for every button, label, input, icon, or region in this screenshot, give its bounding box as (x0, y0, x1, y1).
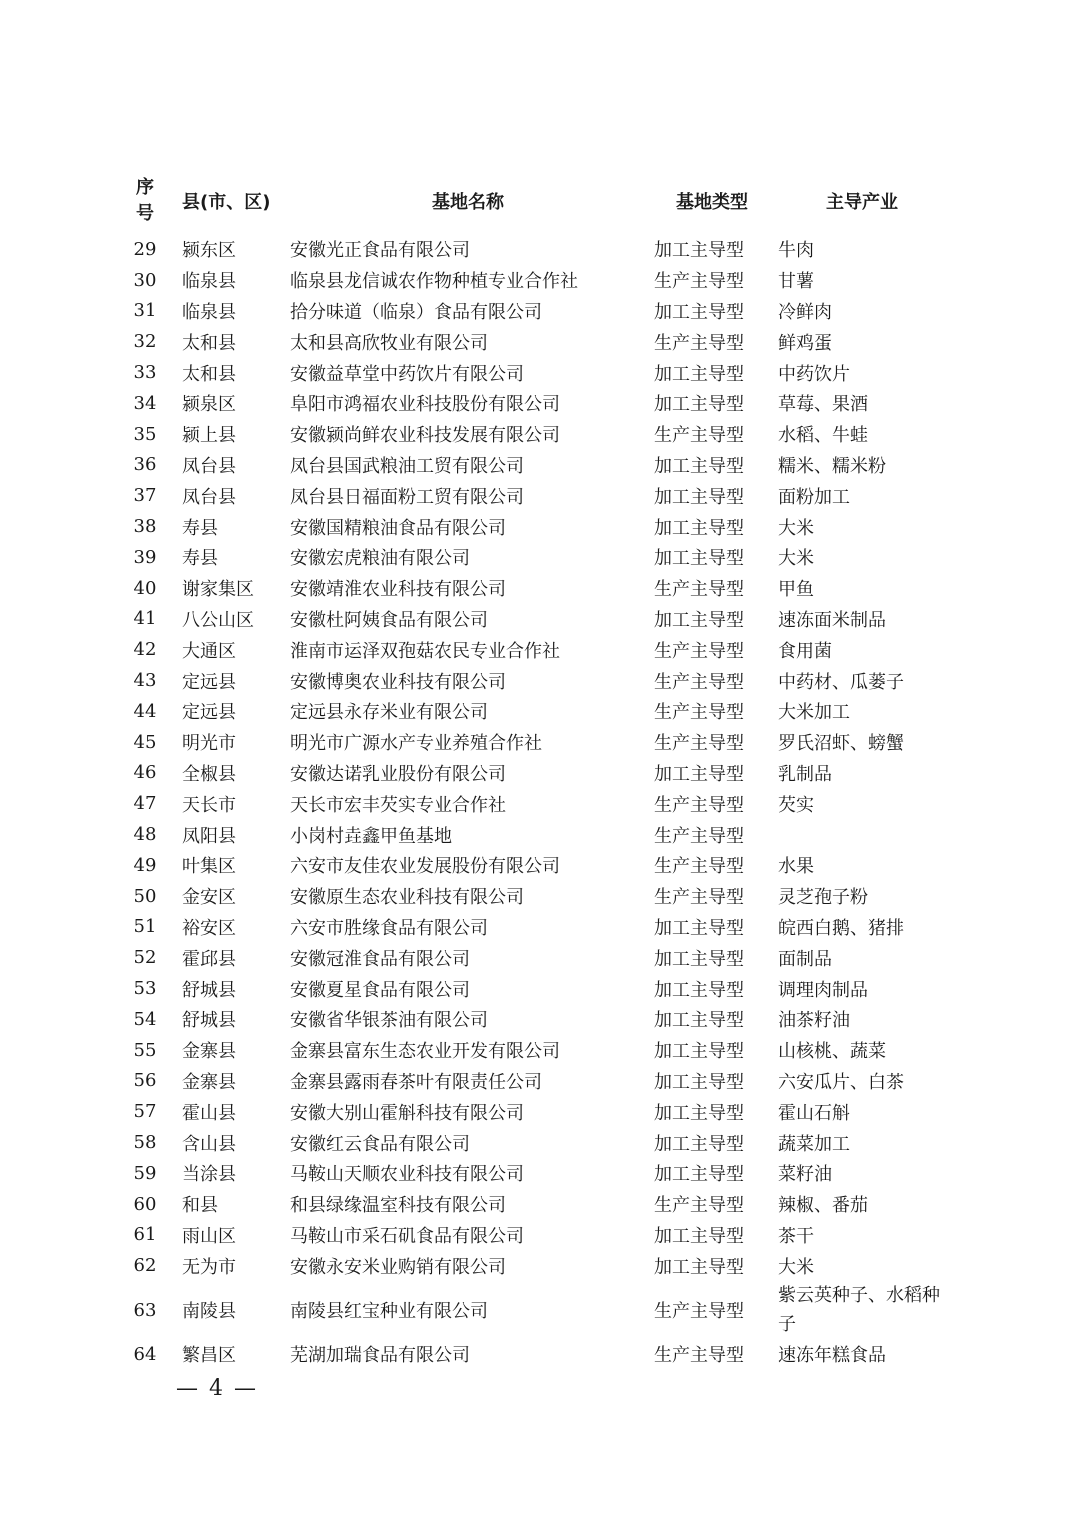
cell-serial-number: 57 (133, 1101, 157, 1123)
cell-base-type: 加工主导型 (654, 394, 744, 416)
cell-base-name: 金寨县露雨春茶叶有限责任公司 (290, 1071, 542, 1093)
cell-base-type: 加工主导型 (654, 455, 744, 477)
cell-serial-number: 55 (133, 1039, 157, 1061)
cell-base-name: 安徽博奥农业科技有限公司 (290, 671, 506, 693)
cell-serial-number: 58 (133, 1132, 157, 1153)
cell-county: 当涂县 (182, 1164, 236, 1186)
table-row (120, 573, 950, 604)
cell-serial-number: 42 (133, 639, 157, 661)
cell-leading-industry: 辣椒、番茄 (778, 1195, 868, 1217)
cell-base-name: 安徽永安米业购销有限公司 (290, 1256, 506, 1278)
cell-leading-industry: 冷鲜肉 (778, 301, 832, 323)
cell-leading-industry: 水果 (778, 856, 814, 878)
cell-base-type: 加工主导型 (654, 948, 744, 970)
cell-county: 颍泉区 (182, 394, 236, 416)
cell-base-type: 加工主导型 (654, 609, 744, 631)
header-row (120, 168, 950, 234)
cell-serial-number: 49 (133, 854, 157, 876)
cell-serial-number: 47 (133, 793, 157, 815)
cell-county: 凤台县 (182, 486, 236, 508)
cell-county: 无为市 (182, 1256, 236, 1278)
cell-leading-industry: 调理肉制品 (778, 979, 868, 1001)
header-serial-number: 序 号 (136, 177, 154, 224)
table-row (120, 788, 950, 819)
cell-county: 繁昌区 (182, 1345, 236, 1367)
table-row (120, 326, 950, 357)
cell-county: 颍东区 (182, 240, 236, 262)
cell-county: 谢家集区 (182, 579, 254, 601)
table-row (120, 634, 950, 665)
cell-base-type: 加工主导型 (654, 486, 744, 508)
cell-base-name: 和县绿缘温室科技有限公司 (290, 1195, 506, 1217)
cell-leading-industry: 菜籽油 (778, 1164, 832, 1186)
cell-county: 叶集区 (182, 856, 236, 878)
cell-base-type: 生产主导型 (654, 733, 744, 755)
cell-base-type: 加工主导型 (654, 1041, 744, 1063)
cell-base-name: 小岗村垚鑫甲鱼基地 (290, 825, 452, 847)
cell-base-name: 安徽益草堂中药饮片有限公司 (290, 363, 524, 385)
cell-base-name: 定远县永存米业有限公司 (290, 702, 488, 724)
table-row (120, 1339, 950, 1370)
cell-county: 定远县 (182, 702, 236, 724)
cell-county: 和县 (182, 1195, 218, 1217)
table-row (120, 1250, 950, 1281)
cell-county: 寿县 (182, 548, 218, 570)
header-county: 县(市、区) (182, 192, 271, 213)
cell-base-type: 生产主导型 (654, 702, 744, 724)
page-number: — 4 — (176, 1376, 258, 1401)
cell-leading-industry: 中药材、瓜蒌子 (778, 671, 904, 693)
cell-serial-number: 50 (133, 885, 157, 907)
cell-base-name: 淮南市运泽双孢菇农民专业合作社 (290, 640, 560, 662)
cell-serial-number: 61 (133, 1224, 157, 1246)
cell-base-type: 加工主导型 (654, 1164, 744, 1186)
cell-base-type: 生产主导型 (654, 794, 744, 816)
cell-leading-industry: 油茶籽油 (778, 1010, 850, 1032)
cell-county: 明光市 (182, 733, 236, 755)
cell-county: 舒城县 (182, 979, 236, 1001)
cell-base-name: 马鞍山天顺农业科技有限公司 (290, 1164, 524, 1186)
cell-base-name: 安徽夏星食品有限公司 (290, 979, 470, 1001)
cell-base-name: 阜阳市鸿福农业科技股份有限公司 (290, 394, 560, 416)
cell-leading-industry: 紫云英种子、水稻种子 (778, 1285, 940, 1336)
cell-county: 凤阳县 (182, 825, 236, 847)
table-row (120, 696, 950, 727)
cell-base-type: 生产主导型 (654, 271, 744, 293)
cell-base-type: 生产主导型 (654, 640, 744, 662)
cell-serial-number: 32 (133, 331, 157, 353)
cell-base-type: 加工主导型 (654, 240, 744, 262)
cell-county: 大通区 (182, 640, 236, 662)
cell-base-name: 芜湖加瑞食品有限公司 (290, 1345, 470, 1367)
cell-leading-industry: 面制品 (778, 948, 832, 970)
cell-serial-number: 31 (133, 300, 157, 322)
cell-serial-number: 39 (133, 546, 157, 568)
table-row (120, 1004, 950, 1035)
cell-base-type: 加工主导型 (654, 517, 744, 539)
cell-base-name: 安徽宏虎粮油有限公司 (290, 548, 470, 570)
cell-base-name: 安徽靖淮农业科技有限公司 (290, 579, 506, 601)
cell-base-name: 安徽杜阿姨食品有限公司 (290, 609, 488, 631)
cell-county: 凤台县 (182, 455, 236, 477)
cell-base-type: 加工主导型 (654, 301, 744, 323)
cell-base-name: 安徽国精粮油食品有限公司 (290, 517, 506, 539)
table-row (120, 727, 950, 758)
cell-county: 全椒县 (182, 763, 236, 785)
cell-serial-number: 46 (133, 762, 157, 784)
table-row (120, 1220, 950, 1251)
cell-serial-number: 37 (133, 485, 157, 507)
cell-base-name: 马鞍山市采石矶食品有限公司 (290, 1225, 524, 1247)
cell-base-name: 安徽冠淮食品有限公司 (290, 948, 470, 970)
table-row (120, 542, 950, 573)
cell-leading-industry (774, 819, 950, 850)
cell-base-type: 加工主导型 (654, 1010, 744, 1032)
table-row (120, 480, 950, 511)
cell-leading-industry: 鲜鸡蛋 (778, 332, 832, 354)
table-row (120, 942, 950, 973)
cell-base-name: 凤台县日福面粉工贸有限公司 (290, 486, 524, 508)
cell-leading-industry: 蔬菜加工 (778, 1133, 850, 1155)
cell-base-name: 安徽达诺乳业股份有限公司 (290, 763, 506, 785)
cell-leading-industry: 甲鱼 (778, 579, 814, 601)
cell-base-type: 加工主导型 (654, 1225, 744, 1247)
cell-base-name: 安徽颍尚鲜农业科技发展有限公司 (290, 425, 560, 447)
cell-leading-industry: 六安瓜片、白茶 (778, 1071, 904, 1093)
header-base-type: 基地类型 (676, 192, 748, 213)
table-row (120, 450, 950, 481)
cell-leading-industry: 甘薯 (778, 271, 814, 293)
cell-base-name: 安徽大别山霍斛科技有限公司 (290, 1102, 524, 1124)
cell-county: 金寨县 (182, 1071, 236, 1093)
cell-base-name: 安徽光正食品有限公司 (290, 240, 470, 262)
cell-serial-number: 38 (133, 516, 157, 538)
cell-base-type: 生产主导型 (654, 579, 744, 601)
cell-base-type: 加工主导型 (654, 1133, 744, 1155)
table-header (120, 168, 950, 234)
cell-base-name: 南陵县红宝种业有限公司 (290, 1301, 488, 1323)
cell-base-name: 安徽省华银茶油有限公司 (290, 1010, 488, 1032)
cell-base-name: 天长市宏丰芡实专业合作社 (290, 794, 506, 816)
cell-county: 金寨县 (182, 1041, 236, 1063)
table-row (120, 912, 950, 943)
cell-leading-industry: 牛肉 (778, 240, 814, 262)
cell-serial-number: 56 (133, 1070, 157, 1092)
cell-base-type: 生产主导型 (654, 671, 744, 693)
cell-county: 天长市 (182, 794, 236, 816)
cell-base-type: 生产主导型 (654, 887, 744, 909)
cell-leading-industry: 霍山石斛 (778, 1102, 850, 1124)
table-row (120, 1189, 950, 1220)
cell-leading-industry: 速冻面米制品 (778, 609, 886, 631)
cell-leading-industry: 茶干 (778, 1225, 814, 1247)
table-row (120, 265, 950, 296)
cell-serial-number: 44 (133, 700, 157, 722)
cell-serial-number: 30 (133, 269, 157, 291)
cell-leading-industry: 糯米、糯米粉 (778, 455, 886, 477)
cell-county: 临泉县 (182, 271, 236, 293)
cell-base-type: 加工主导型 (654, 763, 744, 785)
table-row (120, 1035, 950, 1066)
table-row (120, 1096, 950, 1127)
table-row (120, 388, 950, 419)
cell-serial-number: 59 (133, 1162, 157, 1184)
table-body (120, 234, 950, 1370)
cell-leading-industry: 灵芝孢子粉 (778, 887, 868, 909)
cell-leading-industry: 大米 (778, 548, 814, 570)
cell-serial-number: 64 (133, 1343, 157, 1365)
cell-base-name: 安徽红云食品有限公司 (290, 1133, 470, 1155)
cell-base-type: 生产主导型 (654, 1301, 744, 1323)
cell-serial-number: 51 (133, 916, 157, 938)
cell-county: 南陵县 (182, 1301, 236, 1323)
table-row (120, 819, 950, 850)
cell-base-name: 六安市友佳农业发展股份有限公司 (290, 856, 560, 878)
cell-serial-number: 62 (133, 1255, 157, 1277)
cell-serial-number: 52 (133, 947, 157, 969)
table-row (120, 758, 950, 789)
cell-base-type: 生产主导型 (654, 1195, 744, 1217)
cell-base-name: 凤台县国武粮油工贸有限公司 (290, 455, 524, 477)
table-row (120, 511, 950, 542)
cell-base-type: 加工主导型 (654, 1256, 744, 1278)
cell-county: 霍山县 (182, 1102, 236, 1124)
cell-base-name: 明光市广源水产专业养殖合作社 (290, 733, 542, 755)
cell-base-type: 加工主导型 (654, 1071, 744, 1093)
cell-serial-number: 43 (133, 670, 157, 692)
table-row (120, 1158, 950, 1189)
cell-leading-industry: 大米 (778, 1256, 814, 1278)
table-row (120, 1281, 950, 1339)
table-row (120, 1066, 950, 1097)
cell-base-type: 加工主导型 (654, 1102, 744, 1124)
cell-leading-industry: 速冻年糕食品 (778, 1345, 886, 1367)
table-row (120, 234, 950, 265)
cell-county: 含山县 (182, 1133, 236, 1155)
cell-serial-number: 33 (133, 362, 157, 384)
cell-county: 定远县 (182, 671, 236, 693)
table-row (120, 973, 950, 1004)
cell-leading-industry: 草莓、果酒 (778, 394, 868, 416)
base-list-table (120, 168, 950, 1370)
cell-base-type: 生产主导型 (654, 856, 744, 878)
cell-serial-number: 60 (133, 1193, 157, 1215)
table-row (120, 665, 950, 696)
cell-serial-number: 63 (133, 1299, 157, 1321)
cell-leading-industry: 面粉加工 (778, 486, 850, 508)
cell-leading-industry: 罗氏沼虾、螃蟹 (778, 733, 904, 755)
cell-county: 太和县 (182, 363, 236, 385)
cell-serial-number: 34 (133, 392, 157, 414)
cell-base-name: 拾分味道（临泉）食品有限公司 (290, 301, 542, 323)
cell-base-type: 生产主导型 (654, 332, 744, 354)
cell-base-name: 金寨县富东生态农业开发有限公司 (290, 1041, 560, 1063)
cell-base-name: 六安市胜缘食品有限公司 (290, 917, 488, 939)
header-base-name: 基地名称 (432, 192, 504, 213)
table-row (120, 1127, 950, 1158)
table-row (120, 604, 950, 635)
cell-county: 太和县 (182, 332, 236, 354)
cell-serial-number: 54 (133, 1008, 157, 1030)
cell-county: 颍上县 (182, 425, 236, 447)
cell-county: 舒城县 (182, 1010, 236, 1032)
cell-base-type: 生产主导型 (654, 1345, 744, 1367)
table-row (120, 881, 950, 912)
cell-base-name: 太和县高欣牧业有限公司 (290, 332, 488, 354)
cell-serial-number: 36 (133, 454, 157, 476)
cell-serial-number: 53 (133, 978, 157, 1000)
cell-leading-industry: 皖西白鹅、猪排 (778, 917, 904, 939)
cell-base-name: 安徽原生态农业科技有限公司 (290, 887, 524, 909)
cell-leading-industry: 大米加工 (778, 702, 850, 724)
cell-leading-industry: 中药饮片 (778, 363, 850, 385)
cell-serial-number: 40 (133, 577, 157, 599)
cell-base-name: 临泉县龙信诚农作物种植专业合作社 (290, 271, 578, 293)
table-row (120, 357, 950, 388)
cell-serial-number: 48 (133, 824, 157, 846)
cell-leading-industry: 芡实 (778, 794, 814, 816)
cell-leading-industry: 食用菌 (778, 640, 832, 662)
cell-serial-number: 35 (133, 423, 157, 445)
cell-base-type: 加工主导型 (654, 548, 744, 570)
cell-county: 寿县 (182, 517, 218, 539)
table-row (120, 850, 950, 881)
cell-leading-industry: 大米 (778, 517, 814, 539)
cell-county: 金安区 (182, 887, 236, 909)
cell-base-type: 生产主导型 (654, 825, 744, 847)
cell-county: 裕安区 (182, 917, 236, 939)
table-row (120, 419, 950, 450)
cell-county: 八公山区 (182, 609, 254, 631)
cell-leading-industry: 山核桃、蔬菜 (778, 1041, 886, 1063)
cell-serial-number: 45 (133, 731, 157, 753)
cell-base-type: 加工主导型 (654, 979, 744, 1001)
cell-leading-industry: 乳制品 (778, 763, 832, 785)
cell-county: 临泉县 (182, 301, 236, 323)
cell-base-type: 加工主导型 (654, 917, 744, 939)
header-leading-industry: 主导产业 (826, 192, 898, 213)
cell-county: 霍邱县 (182, 948, 236, 970)
table-row (120, 296, 950, 327)
cell-serial-number: 29 (133, 238, 157, 260)
cell-serial-number: 41 (133, 608, 157, 630)
cell-leading-industry: 水稻、牛蛙 (778, 425, 868, 447)
cell-base-type: 生产主导型 (654, 425, 744, 447)
cell-base-type: 加工主导型 (654, 363, 744, 385)
cell-county: 雨山区 (182, 1225, 236, 1247)
